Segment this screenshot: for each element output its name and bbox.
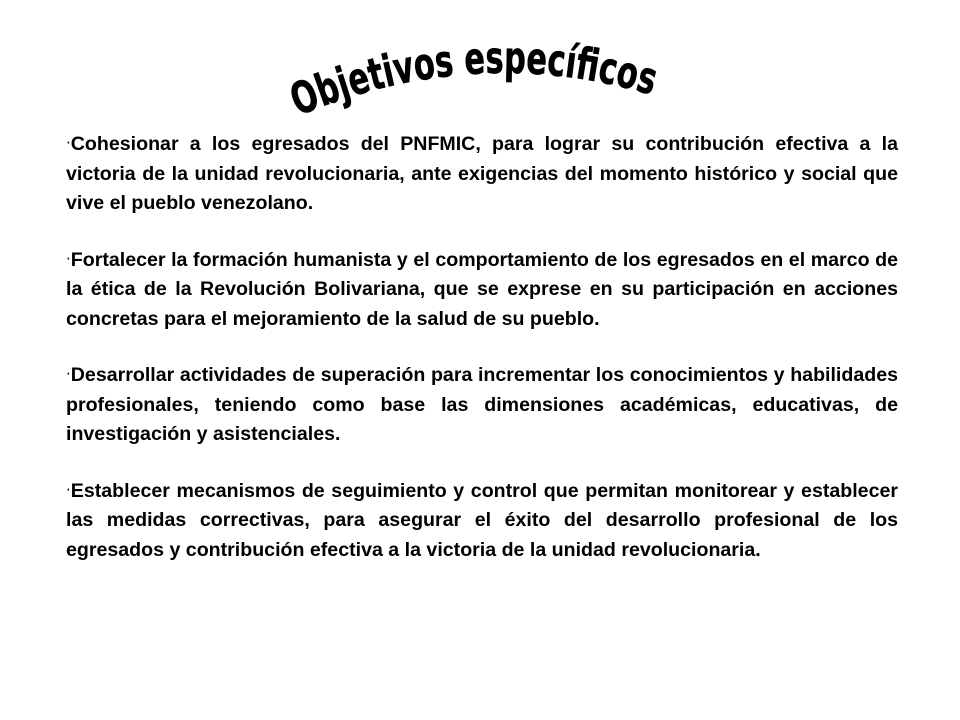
slide-title-path: Objetivos específicos	[283, 32, 671, 127]
slide-title	[280, 18, 680, 128]
bullet-icon: ·	[66, 480, 71, 499]
objective-text: Establecer mecanismos de seguimiento y control que permitan monitorear y establecer las medidas correctivas, para asegurar el éxito del desarrollo profesional de los egresados y contribución efectiva a la victoria de la unidad revolucionaria.	[66, 479, 898, 561]
objective-text: Cohesionar a los egresados del PNFMIC, para lograr su contribución efectiva a la victoria de la unidad revolucionaria, ante exigencias del momento histórico y social que vive el pueblo venezolano.	[66, 133, 898, 214]
objective-text: Desarrollar actividades de superación para incrementar los conocimientos y habilidades profesionales, teniendo como base las dimensiones académicas, educativas, de investigación y asistenciales.	[66, 364, 898, 445]
objectives-list	[66, 129, 898, 591]
objective-item	[66, 476, 898, 566]
objective-text: Fortalecer la formación humanista y el comportamiento de los egresados en el marco de la ética de la Revolución Bolivariana, que se exprese en su participación en acciones concretas para el mejoramiento de la salud de su pueblo.	[66, 248, 898, 330]
objective-item	[66, 245, 898, 335]
bullet-icon: ·	[66, 249, 71, 268]
bullet-icon: ·	[66, 365, 71, 383]
objective-item	[66, 360, 898, 450]
objective-item	[66, 129, 898, 219]
bullet-icon: ·	[66, 134, 71, 152]
slide-title-text	[283, 32, 671, 127]
